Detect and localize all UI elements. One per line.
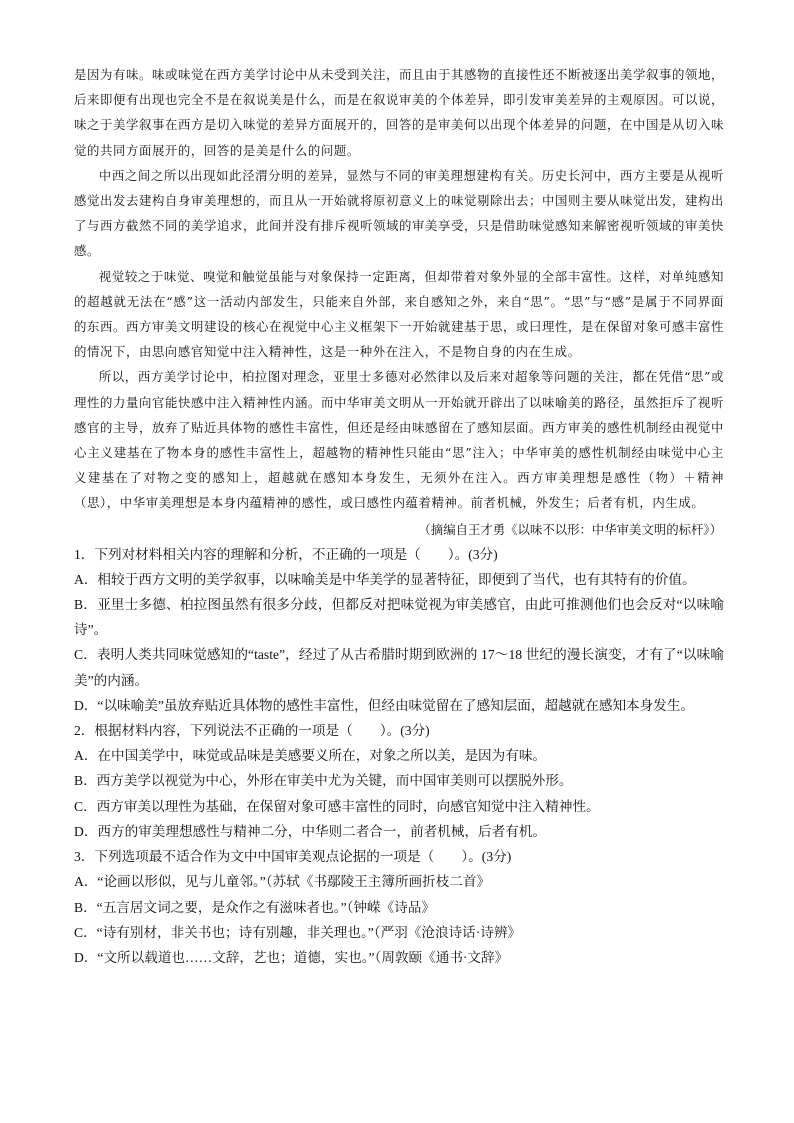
question-1 [74, 542, 724, 718]
option-b: B．“五言居文词之要，是众作之有滋味者也。”（钟嵘《诗品》 [74, 899, 435, 915]
option-d: D．“以味喻美”虽放弃贴近具体物的感性丰富性，但经由味觉留在了感知层面，超越就在感知本身发生。 [74, 697, 695, 713]
option-c: C．西方审美以理性为基础，在保留对象可感丰富性的同时，向感官知觉中注入精神性。 [74, 798, 600, 814]
question-stem: 3．下列选项最不适合作为文中中国审美观点论据的一项是（ ）。(3分) [74, 849, 512, 865]
option-a: A．在中国美学中，味觉或品味是美感要义所在，对象之所以美，是因为有味。 [74, 748, 547, 764]
option-b: B．西方美学以视觉为中心，外形在审美中尤为关键，而中国审美则可以摆脱外形。 [74, 773, 573, 789]
passage-source: （摘编自王才勇《以味不以形：中华审美文明的标杆》） [418, 521, 722, 537]
option-c: C．表明人类共同味觉感知的“taste”，经过了从古希腊时期到欧洲的 17～18 世纪的漫长演变，才有了“以味喻美”的内涵。 [74, 647, 724, 688]
question-3 [74, 844, 724, 970]
option-b: B．亚里士多德、柏拉图虽然有很多分歧，但都反对把味觉视为审美感官，由此可推测他们也会反对“以味喻诗”。 [74, 597, 724, 638]
question-stem: 1．下列对材料相关内容的理解和分析，不正确的一项是（ ）。(3分) [74, 546, 498, 562]
passage-paragraph: 所以，西方美学讨论中，柏拉图对理念，亚里士多德对必然律以及后来对超象等问题的关注，都在凭借“思”或理性的力量向官能快感中注入精神性内涵。而中华审美文明从一开始就开辟出了以味喻美的路径，虽然拒斥了视听感官的主导，放弃了贴近具体物的感性丰富性，但还是经由味感留在了感知层面。西方审美的感性机制经由视觉中心主义建基在了物本身的感性丰富性上，超越物的精神性只能由“思”注入；中华审美的感性机制经由味觉中心主义建基在了对物之变的感知上，超越就在感知本身发生，无须外在注入。西方审美理想是感性（物）＋精神（思），中华审美理想是本身内蕴精神的感性，或曰感性内蕴着精神。前者机械，外发生；后者有机，内生成。 [74, 369, 724, 511]
reading-passage [74, 62, 724, 542]
option-d: D．“文所以载道也……文辞，艺也；道德，实也。”（周敦颐《通书·文辞》 [74, 949, 509, 965]
option-d: D．西方的审美理想感性与精神二分，中华则二者合一，前者机械，后者有机。 [74, 823, 547, 839]
option-c: C．“诗有别材，非关书也；诗有别趣，非关理也。”（严羽《沧浪诗话·诗辨》 [74, 924, 522, 940]
question-stem: 2．根据材料内容，下列说法不正确的一项是（ ）。(3分) [74, 723, 430, 739]
question-2 [74, 718, 724, 844]
option-a: A．相较于西方文明的美学叙事，以味喻美是中华美学的显著特征，即便到了当代，也有其特有的价值。 [74, 571, 696, 587]
passage-paragraph: 视觉较之于味觉、嗅觉和触觉虽能与对象保持一定距离，但却带着对象外显的全部丰富性。这样，对单纯感知的超越就无法在“感”这一活动内部发生，只能来自外部，来自感知之外，来自“思”。“思”与“感”是属于不同界面的东西。西方审美文明建设的核心在视觉中心主义框架下一开始就建基于思，或曰理性，是在保留对象可感丰富性的情况下，由思向感官知觉中注入精神性，这是一种外在注入，不是物自身的内在生成。 [74, 268, 724, 360]
question-list [74, 542, 724, 970]
passage-paragraph: 中西之间之所以出现如此泾渭分明的差异，显然与不同的审美理想建构有关。历史长河中，西方主要是从视听感觉出发去建构自身审美理想的，而且从一开始就将原初意义上的味觉剔除出去；中国则主要从味觉出发，建构出了与西方截然不同的美学追求，此间并没有排斥视听领域的审美享受，只是借助味觉感知来解密视听领域的审美快感。 [74, 167, 724, 259]
option-a: A．“论画以形似，见与儿童邻。”（苏轼《书鄢陵王主簿所画折枝二首》 [74, 874, 491, 890]
passage-paragraph: 是因为有味。味或味觉在西方美学讨论中从未受到关注，而且由于其感物的直接性还不断被逐出美学叙事的领地，后来即便有出现也完全不是在叙说美是什么，而是在叙说审美的个体差异，即引发审美差异的主观原因。可以说，味之于美学叙事在西方是切入味觉的差异方面展开的，回答的是审美何以出现个体差异的问题，在中国是从切入味觉的共同方面展开的，回答的是美是什么的问题。 [74, 67, 724, 158]
